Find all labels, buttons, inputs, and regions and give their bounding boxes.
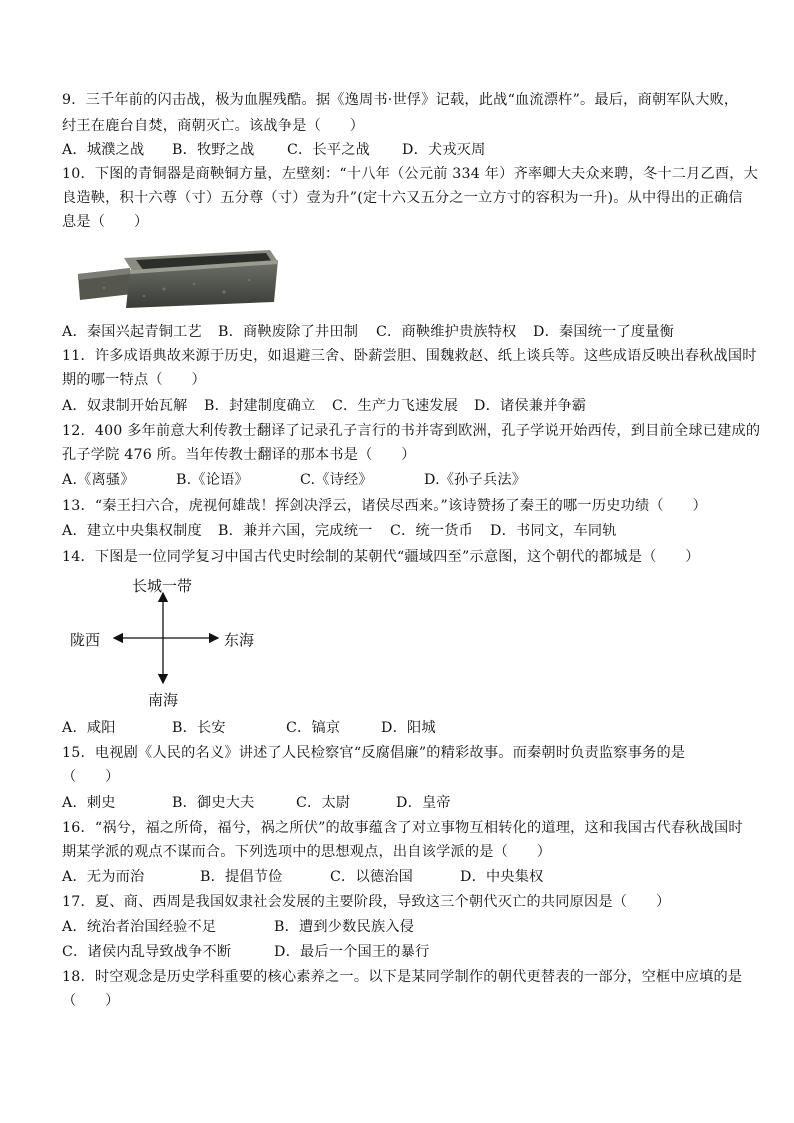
q13-stem-line-1: 13．“秦王扫六合，虎视何雄哉！挥剑决浮云，诸侯尽西来。”该诗赞扬了秦王的哪一历史功绩（ ）: [62, 498, 707, 514]
q13-options: [62, 521, 742, 541]
q11-options: [62, 396, 742, 416]
q11-option-b[interactable]: B．封建制度确立: [204, 398, 316, 414]
q9-stem-line-2: 纣王在鹿台自焚，商朝灭亡。该战争是（ ）: [62, 118, 365, 134]
q13-option-b[interactable]: B．兼并六国，完成统一: [218, 523, 373, 539]
q10-option-a[interactable]: A．秦国兴起青铜工艺: [62, 324, 202, 340]
q11-option-c[interactable]: C．生产力飞速发展: [332, 398, 459, 414]
q18-stem-line-2: （ ）: [62, 993, 120, 1009]
q16-option-c[interactable]: C．以德治国: [330, 869, 413, 885]
q11-option-d[interactable]: D．诸侯兼并争霸: [474, 398, 587, 414]
q17-stem-line-1: 17．夏、商、西周是我国奴隶社会发展的主要阶段，导致这三个朝代灭亡的共同原因是（ ）: [62, 894, 671, 910]
q16-options: [62, 867, 742, 887]
territory-map-diagram: [70, 575, 270, 713]
q9-option-c[interactable]: C．长平之战: [287, 142, 370, 158]
q11-stem-line-1: 11．许多成语典故来源于历史，如退避三舍、卧薪尝胆、围魏救赵、纸上谈兵等。这些成语反映出春秋战国时: [62, 348, 757, 364]
q16-stem-line-2: 期某学派的观点不谋而合。下列选项中的思想观点，出自该学派的是（ ）: [62, 844, 552, 860]
q9-stem-line-1: 9．三千年前的闪击战，极为血腥残酷。据《逸周书·世俘》记载，此战“血流漂杵”。最后，商朝军队大败，: [62, 92, 739, 108]
q17-option-c[interactable]: C．诸侯内乱导致战争不断: [62, 944, 232, 960]
q18-stem-line-1: 18．时空观念是历史学科重要的核心素养之一。以下是某同学制作的朝代更替表的一部分，空框中应填的是: [62, 969, 743, 985]
q10-options: [62, 322, 742, 342]
q16-option-b[interactable]: B．提倡节俭: [200, 869, 283, 885]
q16-option-d[interactable]: D．中央集权: [460, 869, 544, 885]
q14-option-b[interactable]: B．长安: [172, 720, 226, 736]
q13-option-c[interactable]: C．统一货币: [390, 523, 473, 539]
q14-option-d[interactable]: D．阳城: [381, 720, 436, 736]
q13-option-a[interactable]: A．建立中央集权制度: [62, 523, 202, 539]
q15-options: [62, 793, 742, 813]
q17-option-b[interactable]: B．遭到少数民族入侵: [274, 919, 415, 935]
q15-option-d[interactable]: D．皇帝: [396, 795, 451, 811]
map-label-east: 东海: [224, 631, 255, 649]
q10-stem-line-1: 10．下图的青铜器是商鞅铜方量，左壁刻：“十八年（公元前 334 年）齐率卿大夫众来聘，冬十二月乙酉，大: [62, 166, 759, 182]
q16-stem-line-1: 16．“祸兮，福之所倚，福兮，祸之所伏”的故事蕴含了对立事物互相转化的道理，这和我国古代春秋战国时: [62, 820, 743, 836]
q11-stem-line-2: 期的哪一特点（ ）: [62, 372, 206, 388]
map-label-north: 长城一带: [132, 577, 193, 595]
q10-option-c[interactable]: C．商鞅维护贵族特权: [376, 324, 517, 340]
q12-option-c[interactable]: C.《诗经》: [300, 472, 373, 488]
q12-stem-line-1: 12．400 多年前意大利传教士翻译了记录孔子言行的书并寄到欧洲，孔子学说开始西传，到目前全球已建成的: [62, 423, 761, 439]
q10-option-b[interactable]: B．商鞅废除了井田制: [218, 324, 359, 340]
q15-stem-line-1: 15．电视剧《人民的名义》讲述了人民检察官“反腐倡廉”的精彩故事。而秦朝时负责监察事务的是: [62, 745, 686, 761]
q14-option-c[interactable]: C．镐京: [286, 720, 341, 736]
q14-option-a[interactable]: A．咸阳: [62, 720, 116, 736]
q10-option-d[interactable]: D．秦国统一了度量衡: [533, 324, 675, 340]
q15-option-c[interactable]: C．太尉: [296, 795, 351, 811]
q12-stem-line-2: 孔子学院 476 所。当年传教士翻译的那本书是（ ）: [62, 447, 416, 463]
q9-options: [62, 140, 742, 160]
q15-stem-line-2: （ ）: [62, 769, 120, 785]
q17-options-row-1: [62, 917, 742, 937]
q11-option-a[interactable]: A．奴隶制开始瓦解: [62, 398, 188, 414]
q12-options: [62, 470, 742, 490]
q12-option-d[interactable]: D.《孙子兵法》: [424, 472, 527, 488]
q15-option-b[interactable]: B．御史大夫: [172, 795, 255, 811]
q12-option-a[interactable]: A.《离骚》: [62, 472, 135, 488]
q17-option-a[interactable]: A．统治者治国经验不足: [62, 919, 217, 935]
map-label-south: 南海: [148, 691, 179, 709]
q16-option-a[interactable]: A．无为而治: [62, 869, 145, 885]
q15-option-a[interactable]: A．刺史: [62, 795, 116, 811]
q9-option-d[interactable]: D．犬戎灭周: [402, 142, 486, 158]
q14-options: [62, 718, 742, 738]
q10-stem-line-3: 息是（ ）: [62, 214, 149, 230]
q12-option-b[interactable]: B.《论语》: [176, 472, 249, 488]
q9-option-a[interactable]: A．城濮之战: [62, 142, 145, 158]
q14-stem-line-1: 14．下图是一位同学复习中国古代史时绘制的某朝代“疆域四至”示意图，这个朝代的都城是（ ）: [62, 549, 700, 565]
q10-stem-line-2: 良造鞅，积十六尊（寸）五分尊（寸）壹为升”(定十六又五分之一立方寸的容积为一升)。从中得出的正确信: [62, 190, 743, 206]
bronze-measure-image: [74, 244, 280, 310]
q17-option-d[interactable]: D．最后一个国王的暴行: [274, 944, 430, 960]
map-label-west: 陇西: [70, 631, 101, 649]
q17-options-row-2: [62, 942, 742, 962]
q13-option-d[interactable]: D．书同文，车同轨: [490, 523, 617, 539]
q9-option-b[interactable]: B．牧野之战: [172, 142, 255, 158]
